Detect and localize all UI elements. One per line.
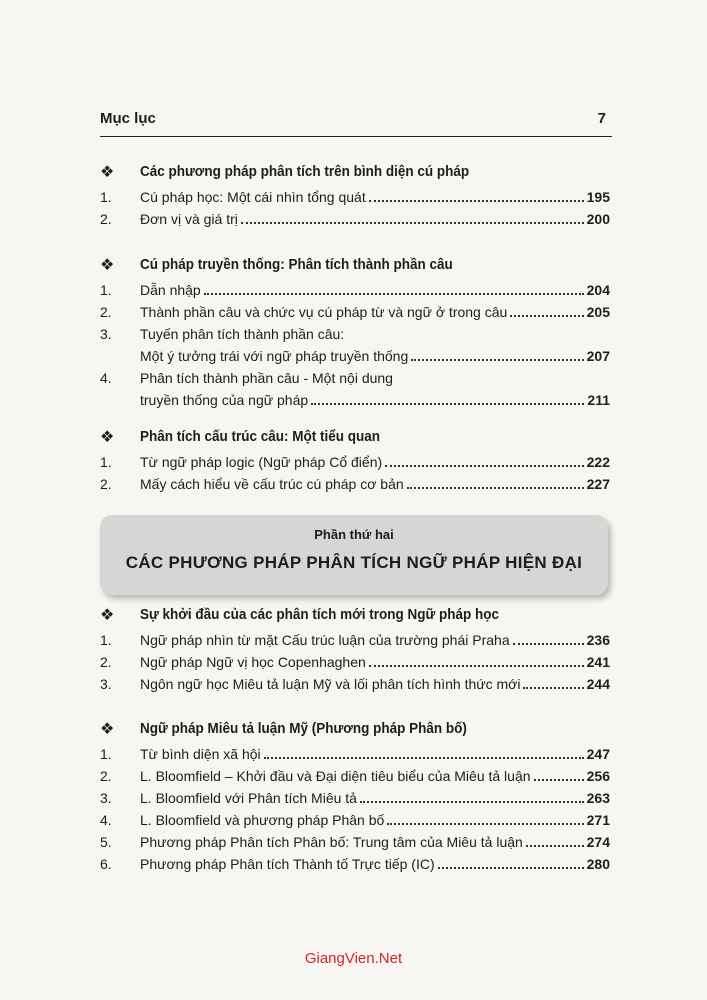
entry-number: 1. — [100, 746, 112, 762]
section-heading[interactable] — [100, 717, 610, 743]
entry-title: Đơn vị và giá trị — [140, 211, 238, 227]
entry-number: 2. — [100, 768, 112, 784]
entry-number: 2. — [100, 654, 112, 670]
entry-title: L. Bloomfield và phương pháp Phân bố — [140, 812, 385, 828]
dot-leader — [369, 186, 584, 202]
toc-entry[interactable] — [100, 208, 610, 230]
entry-title: Ngữ pháp nhìn từ mặt Cấu trúc luận của trường phái Praha — [140, 632, 510, 648]
entry-page-number: 247 — [586, 746, 610, 762]
entry-page-number: 222 — [586, 454, 610, 470]
part-banner — [100, 515, 608, 595]
entry-number: 5. — [100, 834, 112, 850]
toc-entry[interactable] — [100, 323, 610, 367]
entry-page-number: 200 — [586, 211, 610, 227]
entry-title: Từ ngữ pháp logic (Ngữ pháp Cổ điển) — [140, 454, 383, 470]
banner-title: CÁC PHƯƠNG PHÁP PHÂN TÍCH NGỮ PHÁP HIỆN ĐẠI — [125, 553, 583, 572]
dot-leader — [360, 787, 584, 803]
diamond-bullet-icon: ❖ — [100, 429, 115, 446]
dot-leader — [387, 809, 583, 825]
entry-number: 1. — [100, 189, 112, 205]
section-title: Ngữ pháp Miêu tả luận Mỹ (Phương pháp Phân bố) — [140, 720, 467, 737]
toc-entry[interactable] — [100, 451, 610, 473]
header-page-number: 7 — [597, 110, 606, 127]
entry-number: 3. — [100, 676, 112, 692]
entry-title: Mấy cách hiểu về cấu trúc cú pháp cơ bản — [140, 476, 404, 492]
entry-title: L. Bloomfield – Khởi đầu và Đại diện tiêu biểu của Miêu tả luận — [140, 768, 531, 784]
entry-number: 1. — [100, 282, 112, 298]
dot-leader — [407, 473, 584, 489]
section-title: Phân tích cấu trúc câu: Một tiểu quan — [140, 428, 381, 445]
entry-page-number: 271 — [586, 812, 610, 828]
toc-entry[interactable] — [100, 279, 610, 301]
entry-title: Phương pháp Phân tích Thành tố Trực tiếp (IC) — [140, 856, 435, 872]
dot-leader — [385, 451, 584, 467]
toc-entry[interactable] — [100, 186, 610, 208]
toc-entry[interactable] — [100, 651, 610, 673]
dot-leader — [241, 208, 584, 224]
banner-subtitle: Phần thứ hai — [314, 527, 394, 542]
dot-leader — [438, 853, 584, 869]
entry-number: 3. — [100, 326, 112, 342]
entry-page-number: 211 — [587, 392, 610, 408]
entry-number: 4. — [100, 370, 112, 386]
dot-leader — [369, 651, 584, 667]
section-heading[interactable] — [100, 160, 610, 186]
watermark: GiangVien.Net — [304, 950, 403, 967]
entry-number: 6. — [100, 856, 112, 872]
toc-entry[interactable] — [100, 787, 610, 809]
page-header — [100, 106, 612, 137]
entry-title: Từ bình diện xã hội — [140, 746, 261, 762]
diamond-bullet-icon: ❖ — [100, 721, 115, 738]
entry-title: Thành phần câu và chức vụ cú pháp từ và ngữ ở trong câu — [140, 304, 508, 320]
entry-page-number: 241 — [586, 654, 610, 670]
entry-number: 4. — [100, 812, 112, 828]
entry-page-number: 207 — [586, 348, 610, 364]
dot-leader — [513, 629, 584, 645]
entry-title: Ngữ pháp Ngữ vị học Copenhaghen — [140, 654, 366, 670]
dot-leader — [311, 389, 584, 405]
entry-number: 1. — [100, 632, 112, 648]
toc-section — [100, 425, 610, 495]
toc-entry[interactable] — [100, 831, 610, 853]
dot-leader — [526, 831, 584, 847]
entry-page-number: 244 — [586, 676, 610, 692]
toc-entry[interactable] — [100, 301, 610, 323]
entry-number: 2. — [100, 476, 112, 492]
dot-leader — [411, 345, 583, 361]
toc-entry[interactable] — [100, 743, 610, 765]
entry-title: Ngôn ngữ học Miêu tả luận Mỹ và lối phân tích hình thức mới — [140, 676, 521, 692]
entry-page-number: 204 — [586, 282, 610, 298]
entry-number: 3. — [100, 790, 112, 806]
diamond-bullet-icon: ❖ — [100, 164, 115, 181]
section-title: Các phương pháp phân tích trên bình diện cú pháp — [140, 163, 470, 180]
entry-title: Dẫn nhập — [140, 282, 201, 298]
toc-entry[interactable] — [100, 853, 610, 875]
entry-number: 1. — [100, 454, 112, 470]
entry-page-number: 205 — [586, 304, 610, 320]
entry-number: 2. — [100, 211, 112, 227]
dot-leader — [523, 673, 583, 689]
toc-entry[interactable] — [100, 367, 610, 411]
entry-title: Phân tích thành phần câu - Một nội dung — [140, 370, 393, 386]
diamond-bullet-icon: ❖ — [100, 257, 115, 274]
header-title: Mục lục — [100, 110, 156, 127]
entry-page-number: 195 — [586, 189, 610, 205]
dot-leader — [204, 279, 584, 295]
entry-title: Tuyến phân tích thành phần câu: — [140, 326, 345, 342]
entry-title: Một ý tưởng trái với ngữ pháp truyền thống — [140, 348, 409, 364]
dot-leader — [534, 765, 584, 781]
entry-page-number: 256 — [586, 768, 610, 784]
toc-entry[interactable] — [100, 673, 610, 695]
toc-section — [100, 253, 610, 411]
entry-page-number: 263 — [586, 790, 610, 806]
entry-page-number: 274 — [586, 834, 610, 850]
toc-entry[interactable] — [100, 473, 610, 495]
section-heading[interactable] — [100, 253, 610, 279]
section-title: Sự khởi đầu của các phân tích mới trong Ngữ pháp học — [140, 606, 500, 623]
toc-section — [100, 717, 610, 875]
section-title: Cú pháp truyền thống: Phân tích thành phần câu — [140, 256, 453, 273]
entry-title: Cú pháp học: Một cái nhìn tổng quát — [140, 189, 366, 205]
entry-page-number: 236 — [586, 632, 610, 648]
diamond-bullet-icon: ❖ — [100, 607, 115, 624]
toc-entry[interactable] — [100, 765, 610, 787]
section-heading[interactable] — [100, 425, 610, 451]
entry-title: Phương pháp Phân tích Phân bố: Trung tâm của Miêu tả luận — [140, 834, 523, 850]
dot-leader — [510, 301, 583, 317]
dot-leader — [264, 743, 584, 759]
toc-entry[interactable] — [100, 809, 610, 831]
entry-title: truyền thống của ngữ pháp — [140, 392, 309, 408]
entry-title: L. Bloomfield với Phân tích Miêu tả — [140, 790, 357, 806]
entry-page-number: 227 — [586, 476, 610, 492]
toc-section — [100, 603, 610, 695]
entry-number: 2. — [100, 304, 112, 320]
entry-page-number: 280 — [586, 856, 610, 872]
toc-entry[interactable] — [100, 629, 610, 651]
toc-section — [100, 160, 610, 230]
section-heading[interactable] — [100, 603, 610, 629]
